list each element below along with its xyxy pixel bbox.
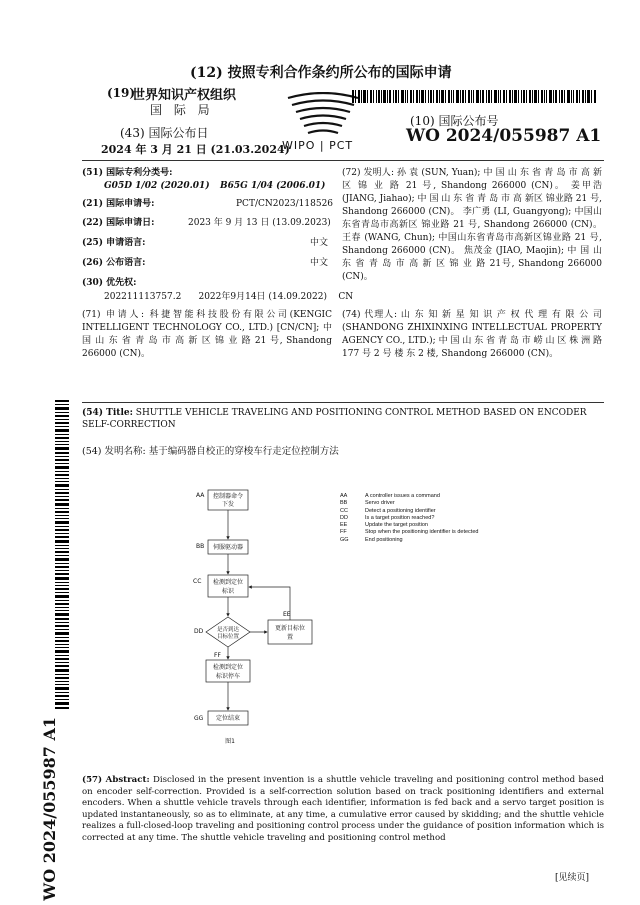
legend-item: EE Update the target position bbox=[340, 522, 428, 529]
wipo-pct-text: WIPO | PCT bbox=[282, 139, 354, 152]
field-25-value: 中文 bbox=[310, 238, 329, 248]
step-aa-text1: 控制器命令 bbox=[212, 493, 244, 500]
continued-note: [见续页] bbox=[555, 873, 590, 883]
field-26-label: (26) 公布语言: bbox=[82, 258, 146, 268]
step-cc-text1: 检测到定位 bbox=[212, 579, 244, 586]
step-ee-text2: 置 bbox=[286, 634, 294, 641]
step-aa-text2: 下发 bbox=[221, 501, 235, 508]
legend-item: CC Detect a positioning identifier bbox=[340, 507, 436, 514]
publication-number: WO 2024/055987 A1 bbox=[406, 126, 602, 146]
abstract-text: Disclosed in the present invention is a shuttle vehicle traveling and positioning control method based on encoder self-correction. Provided is a self-correction solution based on track positioning identifiers and external encoders. When a shuttle vehicle travels through each identifier, information is fed back and a servo target position is updated instantaneously, so as to eliminate, at any time, a cumulative error caused by skidding; and the shuttle vehicle realizes a full-closed-loop traveling and positioning control process under the guidance of position information which is corrected at any time. The shuttle vehicle traveling and positioning control method bbox=[82, 775, 604, 843]
document-title: (12) 按照专利合作条约所公布的国际申请 bbox=[190, 65, 452, 81]
field-30-label: (30) 优先权: bbox=[82, 278, 137, 288]
legend-item: FF Stop when the positioning identifier is detected bbox=[340, 529, 479, 536]
title-chinese: (54) 发明名称: 基于编码器自校正的穿梭车行走定位控制方法 bbox=[82, 446, 339, 457]
field-51-value2: B65G 1/04 (2006.01) bbox=[220, 181, 326, 191]
side-publication-number: WO 2024/055987 A1 bbox=[40, 717, 59, 901]
field-51-label: (51) 国际专利分类号: bbox=[82, 168, 173, 178]
barcode-image bbox=[352, 90, 596, 103]
field-22-value: 2023 年 9 月 13 日 (13.09.2023) bbox=[188, 218, 331, 228]
legend-item: GG End positioning bbox=[340, 536, 403, 543]
abstract-label: (57) Abstract: bbox=[82, 775, 150, 785]
legend-item: AA A controller issues a command bbox=[340, 493, 440, 499]
field-51-value1: G05D 1/02 (2020.01) bbox=[104, 181, 210, 191]
pubdate-value: 2024 年 3 月 21 日 (21.03.2024) bbox=[101, 143, 290, 156]
field-22-label: (22) 国际申请日: bbox=[82, 218, 155, 228]
figure-legend bbox=[340, 493, 478, 544]
field-26-value: 中文 bbox=[310, 258, 329, 268]
field-25-label: (25) 申请语言: bbox=[82, 238, 146, 248]
title-english-text: SHUTTLE VEHICLE TRAVELING AND POSITIONING CONTROL METHOD BASED ON ENCODER SELF-CORRECTION bbox=[82, 408, 587, 430]
abstract bbox=[82, 775, 604, 844]
step-ee-code: EE bbox=[283, 611, 291, 618]
legend-item: BB Servo driver bbox=[340, 500, 395, 507]
header-rule bbox=[82, 160, 604, 161]
org-name: 世界知识产权组织 bbox=[132, 88, 237, 103]
field-72-inventors: (72) 发明人: 孙 袁 (SUN, Yuan); 中 国 山 东 省 青 岛 市 高 新 区 锦 业 路 21 号, Shandong 266000 (CN)。 姜甲浩 (JIANG, Jiahao); 中 国 山 东 省 青 岛 市 高 新区 锦业路 21 号, Shandong 266000 (CN)。 李广勇 (LI, Guangyong); 中国山东省青岛市高新区 锦业路 21 号, Shandong 266000 (CN)。 王春 (WANG, Chun); 中国山东省青岛市高新区锦业路 21 号, Shandong 266000 (CN)。 焦茂金 (JIAO, Maojin); 中 国 山 东 省 青 岛 市 高 新 区 锦 业 路 21号, Shandong 266000 (CN)。 bbox=[342, 168, 602, 282]
step-ff-text2: 标识停车 bbox=[215, 673, 241, 680]
step-bb-code: BB bbox=[196, 543, 205, 550]
field-21-value: PCT/CN2023/118526 bbox=[236, 199, 334, 209]
legend-item: DD Is a target position reached? bbox=[340, 514, 435, 521]
step-dd-text1: 是否到达 bbox=[216, 627, 240, 633]
step-gg-code: GG bbox=[194, 715, 204, 722]
figure-caption: 图1 bbox=[225, 738, 235, 745]
step-cc-code: CC bbox=[193, 578, 202, 585]
field-21-label: (21) 国际申请号: bbox=[82, 199, 155, 209]
bureau-label: 国 际 局 bbox=[150, 103, 214, 117]
step-ee-text1: 更新目标位 bbox=[274, 625, 306, 632]
pubno-label: (10) 国际公布号 bbox=[410, 114, 499, 128]
step-dd-code: DD bbox=[194, 628, 204, 635]
flowchart-figure bbox=[190, 485, 340, 750]
step-cc-text2: 标识 bbox=[221, 588, 235, 595]
step-gg-text1: 定位结束 bbox=[215, 715, 241, 722]
pubdate-label: (43) 国际公布日 bbox=[120, 126, 209, 140]
title-english: (54) Title: SHUTTLE VEHICLE TRAVELING AND POSITIONING CONTROL METHOD BASED ON ENCODER SELF-CORRECTION bbox=[82, 408, 587, 430]
step-dd-text2: 目标位置 bbox=[216, 634, 240, 640]
step-bb-text1: 伺服驱动器 bbox=[212, 544, 244, 551]
title-rule bbox=[82, 402, 604, 403]
field-71-applicant: (71) 申请人: 科捷智能科技股份有限公司(KENGIC INTELLIGENT TECHNOLOGY CO., LTD.) [CN/CN]; 中 国 山 东 省 青 岛 市 高 新 区 锦 业 路 21 号, Shandong 266000 (CN)。 bbox=[82, 310, 332, 359]
step-ff-code: FF bbox=[214, 652, 221, 659]
side-barcode-image bbox=[55, 400, 69, 710]
step-ff-text1: 检测到定位 bbox=[212, 664, 244, 671]
step-aa-code: AA bbox=[196, 492, 205, 499]
field-74-agent: (74) 代理人: 山 东 知 新 星 知 识 产 权 代 理 有 限 公 司 (SHANDONG ZHIXINXING INTELLECTUAL PROPERTY AGENCY CO., LTD.); 中 国 山 东 省 青 岛 市 崂 山 区 株 洲 路 177 号 2 号 楼 东 2 楼, Shandong 266000 (CN)。 bbox=[342, 310, 602, 359]
field-30-value: 202211113757.2 2022年9月14日 (14.09.2022) CN bbox=[104, 292, 354, 302]
org-code: (19) bbox=[107, 86, 136, 100]
